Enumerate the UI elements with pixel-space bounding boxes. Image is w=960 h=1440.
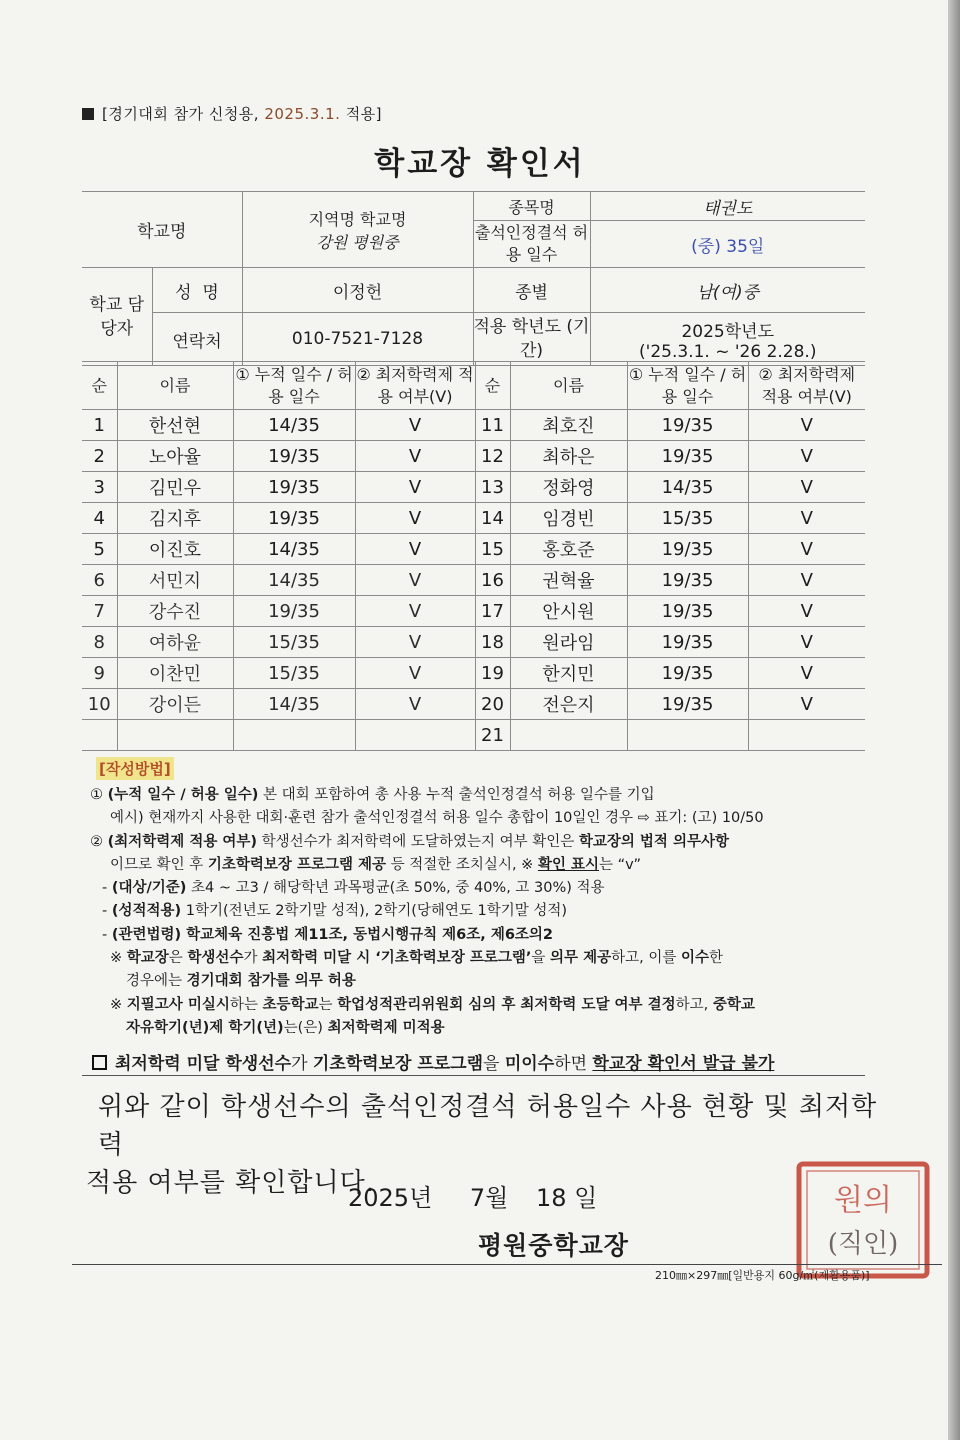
svg-text:원의: 원의 bbox=[834, 1183, 892, 1218]
student-no-cell: 13 bbox=[475, 472, 510, 503]
note-text: 등 적절한 조치실시, ※ bbox=[386, 856, 538, 873]
student-days-cell: 15/35 bbox=[627, 503, 748, 534]
note-law bbox=[90, 924, 870, 947]
note-text: 하는 bbox=[229, 996, 263, 1013]
note-num: ② bbox=[90, 833, 103, 850]
student-days-cell bbox=[627, 720, 748, 751]
school-label: 학교명 bbox=[82, 192, 242, 268]
student-no-cell: 19 bbox=[475, 658, 510, 689]
student-name-cell: 정화영 bbox=[510, 472, 627, 503]
student-no-cell: 21 bbox=[475, 720, 510, 751]
note-bold: (관련법령) 학교체육 진흥법 제11조, 동법시행규칙 제6조, 제6조의2 bbox=[111, 926, 554, 943]
confirm-line-1: 위와 같이 학생선수의 출석인정결석 허용일수 사용 현황 및 최저학력 bbox=[98, 1092, 878, 1160]
notice-text: 을 bbox=[483, 1054, 505, 1074]
note-1 bbox=[90, 784, 870, 807]
note-bold: 최저학력 미달 시 ‘기초학력보장 프로그램’ bbox=[262, 950, 532, 967]
note-text: 는 “v” bbox=[599, 856, 641, 873]
col-min-2: ② 최저학력제 적용 여부(V) bbox=[748, 362, 865, 410]
student-mark-cell: V bbox=[748, 410, 865, 441]
student-days-cell: 14/35 bbox=[233, 534, 355, 565]
table-row bbox=[82, 565, 865, 596]
student-no-cell: 1 bbox=[82, 410, 117, 441]
student-days-cell: 19/35 bbox=[627, 658, 748, 689]
student-days-cell: 19/35 bbox=[627, 441, 748, 472]
student-mark-cell: V bbox=[748, 441, 865, 472]
allow-value: (중) 35일 bbox=[590, 221, 865, 268]
note-bold: 자유학기(년)제 학기(년) bbox=[126, 1019, 284, 1036]
student-mark-cell: V bbox=[355, 441, 475, 472]
student-name-cell: 김지후 bbox=[117, 503, 233, 534]
table-row bbox=[82, 627, 865, 658]
student-name-cell: 이찬민 bbox=[117, 658, 233, 689]
year-cell bbox=[590, 313, 865, 366]
name-label: 성 명 bbox=[152, 268, 242, 313]
footer-divider bbox=[72, 1264, 942, 1265]
note-text: 경우에는 bbox=[126, 973, 187, 990]
student-mark-cell: V bbox=[748, 534, 865, 565]
note-star-2 bbox=[90, 994, 870, 1017]
table-row bbox=[82, 534, 865, 565]
student-no-cell: 4 bbox=[82, 503, 117, 534]
school-value: 강원 평원중 bbox=[316, 232, 399, 252]
table-row bbox=[82, 596, 865, 627]
student-no-cell: 14 bbox=[475, 503, 510, 534]
note-star-1-line2 bbox=[90, 970, 870, 993]
student-name-cell: 이진호 bbox=[117, 534, 233, 565]
student-name-cell: 한선현 bbox=[117, 410, 233, 441]
student-name-cell: 최하은 bbox=[510, 441, 627, 472]
note-bold: (최저학력제 적용 여부) bbox=[107, 833, 258, 850]
note-text: 하고, bbox=[675, 996, 713, 1013]
name-value: 이정헌 bbox=[242, 268, 473, 313]
note-bold: 지필고사 미실시 bbox=[126, 996, 230, 1013]
col-days-2: ① 누적 일수 / 허용 일수 bbox=[627, 362, 748, 410]
notice-text: 학교장 확인서 발급 불가 bbox=[592, 1054, 775, 1074]
student-mark-cell: V bbox=[748, 565, 865, 596]
table-row bbox=[82, 441, 865, 472]
note-text: 는 bbox=[318, 996, 338, 1013]
student-name-cell: 권혁율 bbox=[510, 565, 627, 596]
date-day: 18 일 bbox=[536, 1184, 598, 1212]
note-target bbox=[90, 877, 870, 900]
col-no: 순 bbox=[82, 362, 117, 410]
student-mark-cell: V bbox=[355, 627, 475, 658]
svg-text:(직인): (직인) bbox=[827, 1229, 899, 1259]
table-row bbox=[82, 472, 865, 503]
note-text: 가 bbox=[243, 950, 263, 967]
notice-line bbox=[92, 1049, 774, 1074]
note-bold: 학교장의 법적 의무사항 bbox=[578, 833, 730, 850]
manager-label: 학교 담당자 bbox=[82, 268, 152, 366]
note-bold: 학교장 bbox=[126, 950, 169, 967]
header-date: 2025.3.1. bbox=[264, 105, 341, 123]
student-name-cell: 강이든 bbox=[117, 689, 233, 720]
square-bullet-icon bbox=[82, 108, 94, 120]
student-days-cell: 19/35 bbox=[627, 627, 748, 658]
col-min: ② 최저학력제 적용 여부(V) bbox=[355, 362, 475, 410]
student-no-cell: 18 bbox=[475, 627, 510, 658]
note-text: 한 bbox=[708, 950, 723, 967]
year-label: 적용 학년도 (기간) bbox=[473, 313, 590, 366]
note-text: 본 대회 포함하여 총 사용 누적 출석인정결석 허용 일수를 기입 bbox=[258, 787, 655, 803]
note-text: 은 bbox=[168, 950, 188, 967]
divider bbox=[82, 1075, 865, 1076]
method-title: [작성방법] bbox=[96, 757, 174, 780]
student-mark-cell: V bbox=[355, 565, 475, 596]
student-mark-cell: V bbox=[748, 596, 865, 627]
col-no-2: 순 bbox=[475, 362, 510, 410]
year-value: 2025학년도 bbox=[681, 321, 775, 342]
event-value: 태권도 bbox=[590, 192, 865, 221]
student-mark-cell: V bbox=[748, 689, 865, 720]
student-mark-cell bbox=[355, 720, 475, 751]
student-name-cell: 한지민 bbox=[510, 658, 627, 689]
note-num: ① bbox=[90, 787, 103, 803]
student-mark-cell: V bbox=[355, 503, 475, 534]
header-suffix: 적용] bbox=[340, 105, 383, 123]
paper-shadow-edge bbox=[948, 0, 960, 1440]
student-days-cell bbox=[233, 720, 355, 751]
student-name-cell bbox=[117, 720, 233, 751]
note-bold: 학생선수 bbox=[187, 950, 244, 967]
note-bold: 경기대회 참가를 의무 허용 bbox=[186, 973, 356, 990]
student-days-cell: 19/35 bbox=[627, 596, 748, 627]
student-mark-cell: V bbox=[355, 689, 475, 720]
student-no-cell: 3 bbox=[82, 472, 117, 503]
date-year: 2025년 bbox=[348, 1184, 433, 1212]
note-text: 1학기(전년도 2학기말 성적), 2학기(당해연도 1학기말 성적) bbox=[181, 903, 568, 920]
student-days-cell: 14/35 bbox=[233, 565, 355, 596]
gender-label: 종별 bbox=[473, 268, 590, 313]
student-no-cell: 2 bbox=[82, 441, 117, 472]
note-bold: (대상/기준) bbox=[111, 880, 187, 897]
col-name: 이름 bbox=[117, 362, 233, 410]
student-days-cell: 14/35 bbox=[627, 472, 748, 503]
note-bold: (누적 일수 / 허용 일수) bbox=[107, 787, 259, 803]
student-name-cell: 임경빈 bbox=[510, 503, 627, 534]
school-cell bbox=[242, 192, 473, 268]
student-no-cell: 9 bbox=[82, 658, 117, 689]
note-text: 하고, 이를 bbox=[611, 950, 681, 967]
note-dash: - bbox=[102, 903, 112, 920]
note-2-line2 bbox=[90, 854, 870, 877]
note-text: 학생선수가 최저학력에 도달하였는지 여부 확인은 bbox=[257, 833, 579, 850]
date-month: 7월 bbox=[469, 1184, 509, 1212]
student-days-cell: 19/35 bbox=[627, 565, 748, 596]
confirm-line-2: 적용 여부를 확인합니다. bbox=[86, 1168, 375, 1198]
note-bold: 기초학력보장 프로그램 제공 bbox=[207, 856, 387, 873]
student-mark-cell: V bbox=[355, 596, 475, 627]
student-no-cell: 15 bbox=[475, 534, 510, 565]
student-no-cell: 20 bbox=[475, 689, 510, 720]
student-name-cell: 안시원 bbox=[510, 596, 627, 627]
col-days: ① 누적 일수 / 허용 일수 bbox=[233, 362, 355, 410]
note-dash: - bbox=[102, 880, 112, 897]
note-grades bbox=[90, 900, 870, 923]
note-bold: (성적적용) bbox=[111, 903, 182, 920]
note-bold: 이수 bbox=[680, 950, 709, 967]
note-bold: 초등학교 bbox=[262, 996, 319, 1013]
year-period: ('25.3.1. ~ '26 2.28.) bbox=[639, 341, 817, 362]
student-days-cell: 19/35 bbox=[627, 689, 748, 720]
student-days-cell: 19/35 bbox=[233, 596, 355, 627]
table-row bbox=[82, 410, 865, 441]
note-bold: 학업성적관리위원회 심의 후 최저학력 도달 여부 결정 bbox=[337, 996, 676, 1013]
table-row bbox=[82, 689, 865, 720]
student-no-cell: 6 bbox=[82, 565, 117, 596]
student-days-cell: 19/35 bbox=[233, 472, 355, 503]
student-mark-cell: V bbox=[748, 503, 865, 534]
table-row bbox=[82, 658, 865, 689]
student-days-cell: 19/35 bbox=[627, 410, 748, 441]
student-name-cell: 전은지 bbox=[510, 689, 627, 720]
student-no-cell: 16 bbox=[475, 565, 510, 596]
contact-value: 010-7521-7128 bbox=[242, 313, 473, 366]
note-mark: ※ bbox=[110, 950, 127, 967]
note-bold: 의무 제공 bbox=[550, 950, 612, 967]
student-days-cell: 19/35 bbox=[233, 503, 355, 534]
note-star-2-line2 bbox=[90, 1017, 870, 1040]
note-2 bbox=[90, 831, 870, 854]
method-notes bbox=[90, 784, 870, 1040]
event-label: 종목명 bbox=[473, 192, 590, 221]
student-name-cell bbox=[510, 720, 627, 751]
student-name-cell: 김민우 bbox=[117, 472, 233, 503]
student-name-cell: 노아율 bbox=[117, 441, 233, 472]
student-no-cell: 7 bbox=[82, 596, 117, 627]
info-table bbox=[82, 191, 865, 366]
student-name-cell: 홍호준 bbox=[510, 534, 627, 565]
form-header bbox=[82, 103, 382, 124]
student-mark-cell: V bbox=[748, 658, 865, 689]
school-caption: 지역명 학교명 bbox=[308, 209, 407, 229]
notice-text: 하면 bbox=[554, 1054, 593, 1074]
student-days-cell: 15/35 bbox=[233, 627, 355, 658]
student-days-cell: 14/35 bbox=[233, 410, 355, 441]
header-prefix: [경기대회 참가 신청용, bbox=[102, 105, 265, 123]
student-no-cell: 8 bbox=[82, 627, 117, 658]
note-bold: 중학교 bbox=[712, 996, 755, 1013]
note-bold: 확인 표시 bbox=[537, 856, 600, 873]
note-text: 초4 ~ 고3 / 해당학년 과목평균(초 50%, 중 40%, 고 30%) 적용 bbox=[186, 880, 605, 897]
notice-text: 최저학력 미달 학생선수 bbox=[115, 1054, 292, 1074]
student-name-cell: 강수진 bbox=[117, 596, 233, 627]
student-mark-cell bbox=[748, 720, 865, 751]
gender-value: 남(여)중 bbox=[590, 268, 865, 313]
student-no-cell: 12 bbox=[475, 441, 510, 472]
student-mark-cell: V bbox=[355, 658, 475, 689]
col-name-2: 이름 bbox=[510, 362, 627, 410]
official-seal-stamp bbox=[793, 1160, 933, 1280]
table-row bbox=[82, 503, 865, 534]
student-name-cell: 여하윤 bbox=[117, 627, 233, 658]
paper-spec: 210㎜×297㎜[일반용지 60g/㎡(재활용품)] bbox=[655, 1269, 870, 1282]
note-bold: 최저학력제 미적용 bbox=[327, 1019, 445, 1036]
note-text: 이므로 확인 후 bbox=[110, 856, 208, 873]
student-table bbox=[82, 361, 865, 751]
student-no-cell bbox=[82, 720, 117, 751]
student-mark-cell: V bbox=[748, 472, 865, 503]
student-no-cell: 10 bbox=[82, 689, 117, 720]
note-star-1 bbox=[90, 947, 870, 970]
student-name-cell: 서민지 bbox=[117, 565, 233, 596]
student-mark-cell: V bbox=[748, 627, 865, 658]
notice-text: 미이수 bbox=[504, 1054, 555, 1074]
signature-date bbox=[348, 1178, 597, 1213]
student-no-cell: 17 bbox=[475, 596, 510, 627]
student-days-cell: 14/35 bbox=[233, 689, 355, 720]
notice-text: 가 bbox=[291, 1054, 313, 1074]
checkbox-square-icon bbox=[92, 1055, 107, 1070]
document-title: 학교장 확인서 bbox=[374, 146, 586, 182]
note-1-example: 예시) 현재까지 사용한 대회·훈련 참가 출석인정결석 허용 일수 총합이 10일인 경우 ⇨ 표기: (고) 10/50 bbox=[110, 810, 764, 827]
student-mark-cell: V bbox=[355, 534, 475, 565]
student-mark-cell: V bbox=[355, 472, 475, 503]
note-text: 을 bbox=[531, 950, 551, 967]
student-days-cell: 19/35 bbox=[233, 441, 355, 472]
note-dash: - bbox=[102, 926, 112, 943]
contact-label: 연락처 bbox=[152, 313, 242, 366]
note-text: 는(은) bbox=[283, 1019, 328, 1036]
student-days-cell: 19/35 bbox=[627, 534, 748, 565]
student-no-cell: 5 bbox=[82, 534, 117, 565]
student-days-cell: 15/35 bbox=[233, 658, 355, 689]
notice-text: 기초학력보장 프로그램 bbox=[312, 1054, 484, 1074]
student-mark-cell: V bbox=[355, 410, 475, 441]
student-no-cell: 11 bbox=[475, 410, 510, 441]
principal-name: 평원중학교장 bbox=[478, 1231, 629, 1260]
table-row bbox=[82, 720, 865, 751]
student-name-cell: 원라임 bbox=[510, 627, 627, 658]
note-mark: ※ bbox=[110, 996, 127, 1013]
allow-label: 출석인정결석 허용 일수 bbox=[473, 221, 590, 268]
student-name-cell: 최호진 bbox=[510, 410, 627, 441]
